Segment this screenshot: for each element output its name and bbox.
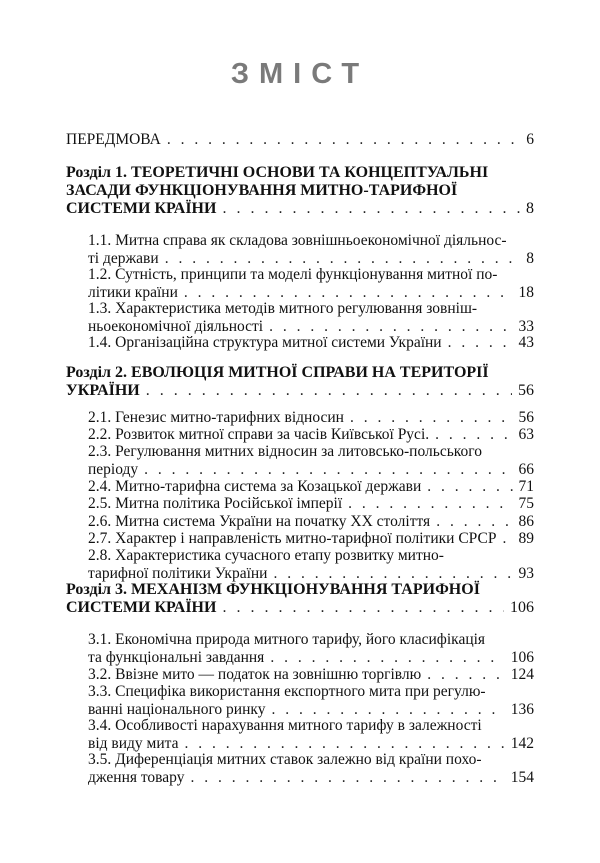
- toc-section-2[interactable]: [66, 364, 534, 400]
- toc-page-number: 66: [518, 460, 534, 478]
- toc-entry-1-4[interactable]: [88, 334, 534, 352]
- toc-entry-text: ЗАСАДИ ФУНКЦІОНУВАННЯ МИТНО-ТАРИФНОЇ: [66, 182, 458, 199]
- toc-entry-text: 2.7. Характер і направленість митно-тарифної політики СРСР: [88, 530, 497, 547]
- toc-section-1[interactable]: [66, 164, 534, 218]
- toc-entry-text: СИСТЕМИ КРАЇНИ: [66, 200, 217, 217]
- toc-entry-text: 1.3. Характеристика методів митного регулювання зовніш-: [88, 300, 478, 317]
- toc-entry-1-1[interactable]: [88, 232, 534, 267]
- toc-entry-text: літики країни: [88, 283, 178, 301]
- toc-page-number: 86: [518, 513, 534, 530]
- toc-entry-text: 2.1. Генезис митно-тарифних відносин: [88, 409, 344, 426]
- toc-page-number: 124: [510, 666, 534, 683]
- toc-page-number: 136: [510, 700, 534, 718]
- toc-entry-1-2[interactable]: [88, 266, 534, 301]
- toc-entry-2-8[interactable]: [88, 547, 534, 582]
- toc-entry-text: 3.3. Специфіка використання експортного мита при регулю-: [88, 683, 486, 700]
- toc-entry-text: ПЕРЕДМОВА: [66, 131, 161, 148]
- leader-dots: [269, 318, 512, 336]
- toc-entry-2-6[interactable]: [88, 513, 534, 531]
- toc-entry-text: ньоекономічної діяльності: [88, 317, 264, 335]
- toc-entry-1-3[interactable]: [88, 300, 534, 335]
- toc-entry-2-5[interactable]: [88, 495, 534, 513]
- toc-page-number: 63: [518, 426, 534, 443]
- toc-entry-text: та функціональні завдання: [88, 648, 265, 666]
- toc-entry-text: дження товару: [88, 768, 185, 786]
- leader-dots: [448, 334, 513, 352]
- leader-dots: [273, 565, 512, 583]
- toc-entry-text: 2.6. Митна система України на початку XX століття: [88, 513, 431, 530]
- toc-page-number: 56: [518, 382, 534, 399]
- leader-dots: [184, 735, 504, 753]
- toc-page-number: 71: [518, 478, 534, 495]
- toc-entry-text: 2.8. Характеристика сучасного етапу розвитку митно-: [88, 547, 444, 564]
- toc-page-number: 43: [518, 334, 534, 351]
- toc-entry-preface[interactable]: [66, 131, 534, 149]
- leader-dots: [427, 666, 505, 684]
- leader-dots: [435, 426, 512, 444]
- toc-entry-text: 3.5. Диференціація митних ставок залежно від країни похо-: [88, 751, 482, 768]
- toc-page-number: 106: [510, 648, 534, 666]
- toc-page-number: 93: [518, 564, 534, 582]
- toc-page-number: 75: [518, 495, 534, 512]
- toc-entry-text: 2.3. Регулювання митних відносин за литовсько-польського: [88, 443, 482, 460]
- leader-dots: [167, 131, 520, 149]
- toc-section-3[interactable]: [66, 581, 534, 617]
- toc-entry-3-2[interactable]: [88, 666, 534, 684]
- toc-page-number: 18: [518, 283, 534, 301]
- leader-dots: [144, 461, 512, 479]
- toc-page-number: 33: [518, 317, 534, 335]
- leader-dots: [271, 701, 504, 719]
- toc-entry-text: Розділ 2. ЕВОЛЮЦІЯ МИТНОЇ СПРАВИ НА ТЕРИТОРІЇ: [66, 364, 489, 381]
- leader-dots: [502, 530, 512, 548]
- toc-page-number: 56: [518, 409, 534, 426]
- leader-dots: [222, 200, 520, 218]
- leader-dots: [270, 649, 504, 667]
- toc-page-number: 89: [518, 530, 534, 547]
- toc-entry-text: Розділ 3. МЕХАНІЗМ ФУНКЦІОНУВАННЯ ТАРИФНОЇ: [66, 581, 480, 598]
- toc-entry-3-1[interactable]: [88, 631, 534, 666]
- toc-entry-2-1[interactable]: [88, 409, 534, 427]
- toc-entry-2-7[interactable]: [88, 530, 534, 548]
- leader-dots: [436, 513, 512, 531]
- toc-page-number: 106: [510, 599, 534, 616]
- leader-dots: [165, 250, 521, 268]
- toc-entry-text: ванні національного ринку: [88, 700, 266, 718]
- toc-entry-text: ті держави: [88, 249, 159, 267]
- toc-entry-text: УКРАЇНИ: [66, 382, 140, 399]
- toc-entry-text: від виду мита: [88, 734, 179, 752]
- toc-entry-2-2[interactable]: [88, 426, 534, 444]
- toc-page-number: 154: [510, 768, 534, 786]
- toc-entry-2-4[interactable]: [88, 478, 534, 496]
- toc-page-number: 8: [526, 200, 534, 217]
- toc-page-number: 142: [510, 734, 534, 752]
- toc-entry-text: періоду: [88, 460, 139, 478]
- toc-entry-text: 3.4. Особливості нарахування митного тарифу в залежності: [88, 717, 482, 734]
- toc-entry-3-5[interactable]: [88, 751, 534, 786]
- toc-entry-text: 2.4. Митно-тарифна система за Козацької держави: [88, 478, 422, 495]
- page-title: ЗМІСТ: [230, 58, 370, 90]
- toc-entry-text: 1.2. Сутність, принципи та моделі функціонування митної по-: [88, 266, 498, 283]
- toc-entry-3-3[interactable]: [88, 683, 534, 718]
- toc-entry-text: Розділ 1. ТЕОРЕТИЧНІ ОСНОВИ ТА КОНЦЕПТУАЛЬНІ: [66, 164, 489, 181]
- toc-page-number: 6: [526, 131, 534, 148]
- toc-entry-text: 3.2. Ввізне мито — податок на зовнішню торгівлю: [88, 666, 422, 683]
- leader-dots: [184, 284, 513, 302]
- leader-dots: [350, 409, 513, 427]
- toc-entry-text: 1.1. Митна справа як складова зовнішньоекономічної діяльнос-: [88, 232, 507, 249]
- toc-entry-2-3[interactable]: [88, 443, 534, 478]
- toc-entry-text: тарифної політики України: [88, 564, 268, 582]
- leader-dots: [427, 478, 512, 496]
- toc-entry-text: СИСТЕМИ КРАЇНИ: [66, 599, 217, 616]
- leader-dots: [222, 599, 504, 617]
- toc-entry-3-4[interactable]: [88, 717, 534, 752]
- toc-entry-text: 2.2. Розвиток митної справи за часів Київської Русі.: [88, 426, 430, 443]
- leader-dots: [348, 495, 512, 513]
- toc-entry-text: 2.5. Митна політика Російської імперії: [88, 495, 343, 512]
- leader-dots: [146, 382, 512, 400]
- toc-page-number: 8: [526, 249, 534, 267]
- leader-dots: [190, 769, 504, 787]
- toc-entry-text: 1.4. Організаційна структура митної системи України: [88, 334, 442, 351]
- toc-entry-text: 3.1. Економічна природа митного тарифу, його класифікація: [88, 631, 486, 648]
